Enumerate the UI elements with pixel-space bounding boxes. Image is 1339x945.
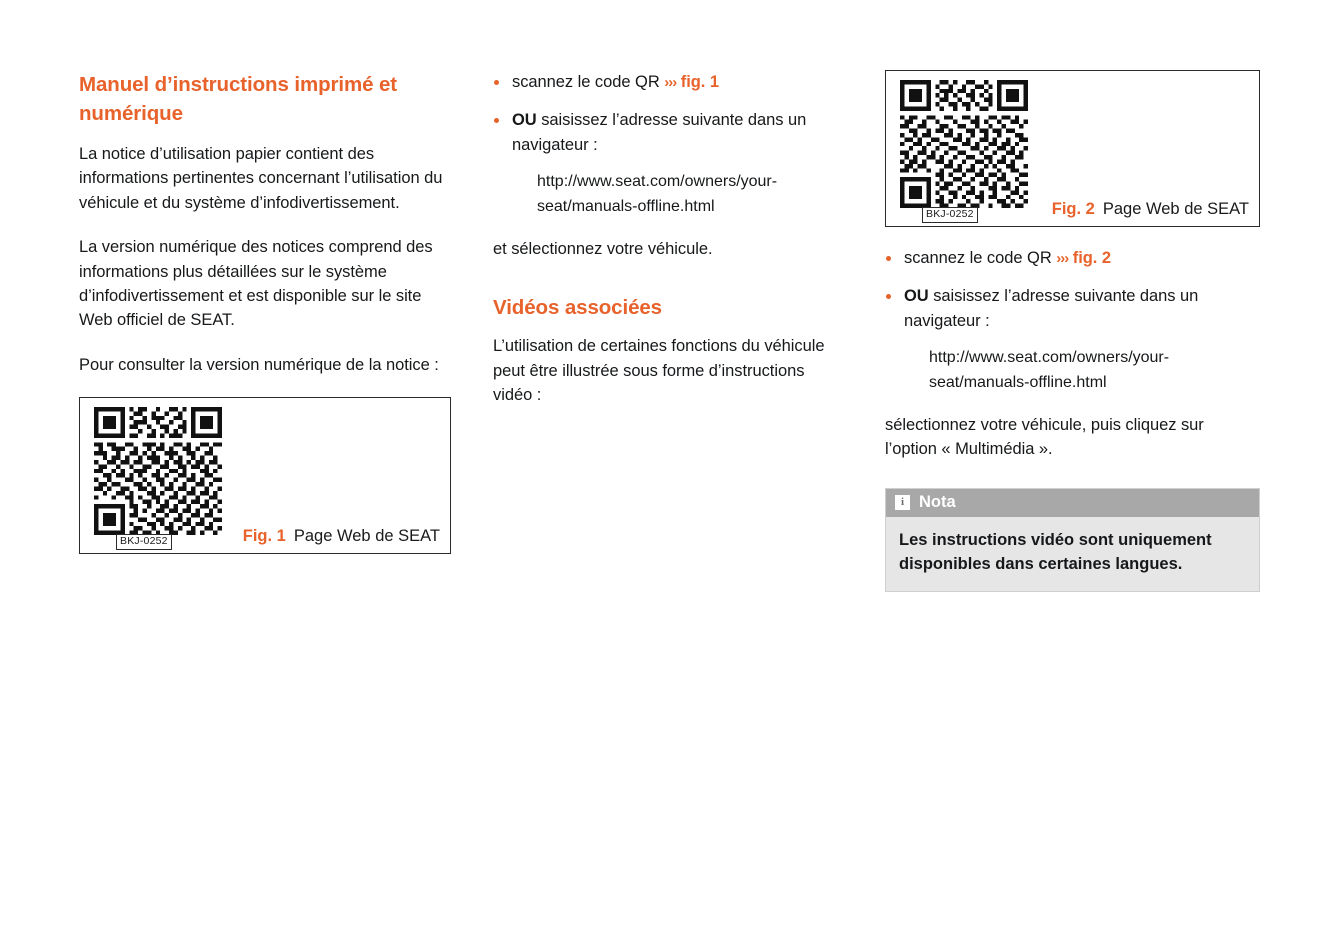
note-body-text: Les instructions vidéo sont uniquement disponibles dans certaines langues.: [886, 517, 1259, 591]
figure-1-seat-webpage: [79, 397, 451, 554]
bullet-text-address-2: saisissez l’adresse suivante dans un navigateur :: [904, 287, 1199, 330]
bullet-dot-icon: [886, 294, 891, 299]
url-line-1: http://www.seat.com/owners/your-: [929, 349, 1170, 367]
bullet-dot-icon: [886, 256, 891, 261]
bullet-text-scan: scannez le code QR: [512, 73, 660, 91]
qr-code-icon-2: [895, 80, 1033, 208]
bullet-dot-icon: [494, 80, 499, 85]
figure-2-code-label: BKJ-0252: [922, 207, 978, 223]
note-box: [885, 488, 1260, 592]
qr-code-icon-1: [89, 407, 227, 535]
bullet-lead-ou-2: OU: [904, 287, 929, 306]
chevron-right-icon: ›››: [664, 74, 677, 91]
paragraph-paper-manual: La notice d’utilisation papier contient des informations pertinentes concernant l’utilisation du véhicule et du système d’infodivertissement.: [79, 145, 443, 212]
manual-url-column-three: [929, 346, 1209, 395]
section-heading-associated-videos: Vidéos associées: [493, 296, 662, 320]
paragraph-consult-digital: Pour consulter la version numérique de la notice :: [79, 355, 439, 374]
figure-1-number: Fig. 1: [242, 527, 286, 546]
figure-reference-fig2[interactable]: fig. 2: [1072, 249, 1111, 267]
bullet-text-address: saisissez l’adresse suivante dans un navigateur :: [512, 111, 807, 154]
bullet-list-column-three: [885, 246, 1260, 333]
chevron-right-icon: ›››: [1056, 250, 1069, 267]
bullet-lead-ou: OU: [512, 111, 537, 130]
figure-2-caption: [1052, 200, 1249, 219]
paragraph-digital-version: La version numérique des notices comprend des informations plus détaillées sur le système d’infodivertissement et est disponible sur le site Web officiel de SEAT.: [79, 238, 433, 330]
qr-code-container-2: [886, 71, 1043, 226]
bullet-dot-icon: [494, 118, 499, 123]
paragraph-select-vehicle-multimedia: sélectionnez votre véhicule, puis cliquez sur l’option « Multimédia ».: [885, 416, 1204, 459]
url-line-1: http://www.seat.com/owners/your-: [537, 173, 778, 191]
figure-reference-fig1[interactable]: fig. 1: [680, 73, 719, 91]
figure-1-code-label: BKJ-0252: [116, 534, 172, 550]
bullet-scan-qr-fig2: [885, 246, 1260, 271]
bullet-scan-qr-fig1: [493, 70, 843, 95]
figure-1-caption: [243, 527, 440, 546]
section-heading-printed-digital-manual: Manuel d’instructions imprimé et numérique: [79, 73, 398, 125]
note-title: Nota: [919, 493, 956, 512]
url-line-2: seat/manuals-offline.html: [929, 373, 1107, 391]
paragraph-select-vehicle: et sélectionnez votre véhicule.: [493, 240, 713, 259]
url-line-2: seat/manuals-offline.html: [537, 197, 715, 215]
figure-2-caption-text: Page Web de SEAT: [1102, 200, 1249, 218]
figure-2-seat-webpage: [885, 70, 1260, 227]
column-one: [79, 70, 451, 554]
paragraph-video-instructions: L’utilisation de certaines fonctions du véhicule peut être illustrée sous forme d’instructions vidéo :: [493, 337, 825, 405]
bullet-or-enter-address: [493, 108, 843, 157]
note-header: [886, 489, 1259, 517]
column-three: [885, 70, 1260, 592]
three-column-layout: [79, 70, 1260, 592]
qr-code-container-1: [80, 398, 237, 553]
bullet-list-column-two: [493, 70, 843, 157]
figure-1-caption-text: Page Web de SEAT: [293, 527, 440, 546]
info-icon: i: [895, 495, 910, 510]
bullet-or-enter-address-2: [885, 284, 1260, 333]
column-two: [493, 70, 843, 408]
figure-2-number: Fig. 2: [1051, 200, 1095, 218]
bullet-text-scan-2: scannez le code QR: [904, 249, 1052, 267]
manual-url-column-two: [537, 170, 817, 219]
